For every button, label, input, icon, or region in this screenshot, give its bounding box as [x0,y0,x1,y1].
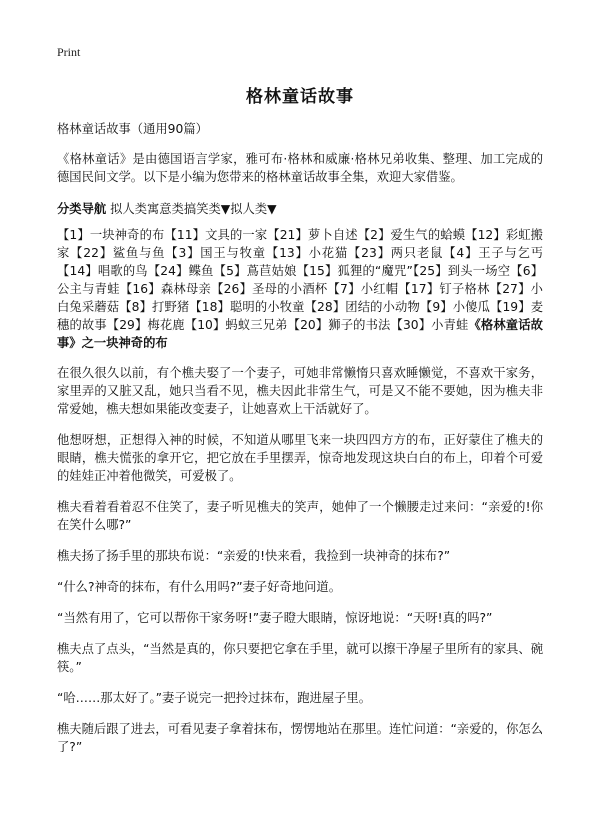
toc-link[interactable]: 【26】圣母的小酒杯 [211,282,328,296]
toc-link[interactable]: 【23】两只老鼠 [348,246,444,260]
toc-link[interactable]: 【21】萝卜自述 [267,228,358,242]
toc-link[interactable]: 【1】一块神奇的布 [57,228,165,242]
page-title: 格林童话故事 [246,87,354,107]
toc-link[interactable]: 【25】到头一场空 [412,264,511,278]
toc-link[interactable]: 【14】唱歌的鸟 [57,264,148,278]
story-paragraph: “什么?神奇的抹布，有什么用吗?”妻子好奇地问道。 [57,580,342,594]
toc-link[interactable]: 【15】狐狸的“魔咒” [296,264,413,278]
category-nav-links[interactable]: 拟人类寓意类搞笑类▼拟人类▼ [106,202,277,216]
toc-link[interactable]: 【22】鲨鱼与鱼 [70,246,166,260]
toc-link[interactable]: 【9】小傻瓜 [419,300,491,314]
toc-link[interactable]: 【8】打野猪 [119,300,190,314]
toc-link[interactable]: 【3】国王与牧童 [165,246,266,260]
toc-link[interactable]: 【2】爱生气的蛤蟆 [357,228,466,242]
toc-link[interactable]: 【13】小花猫 [265,246,349,260]
table-of-contents [57,226,543,352]
toc-link[interactable]: 【4】王子与乞丐 [443,246,544,260]
toc-link[interactable]: 【24】鲽鱼 [147,264,214,278]
story-paragraph: 樵夫看着看着忍不住笑了，妻子听见樵夫的笑声，她伸了一个懒腰走过来问：“亲爱的!你在笑什么哪?” [57,500,543,532]
toc-link[interactable]: 【12】彩虹搬家 [57,228,543,260]
toc-link[interactable]: 【17】钉子格林 [398,282,490,296]
toc-link[interactable]: 【6】公主与青蛙 [57,264,544,296]
toc-link[interactable]: 【18】聪明的小牧童 [189,300,305,314]
toc-link[interactable]: 【5】蔦苣姑娘 [213,264,297,278]
print-link[interactable]: Print [57,45,81,59]
toc-link[interactable]: 【16】森林母亲 [119,282,212,296]
story-paragraph: 他想呀想，正想得入神的时候，不知道从哪里飞来一块四四方方的布，正好蒙住了樵夫的眼睛，樵夫慌张的拿开它，把它放在手里摆弄，惊奇地发现这块白白的布上，印着个可爱的娃娃正冲着他微笑，可爱极了。 [57,433,543,483]
current-story-title: 《格林童话故事》之一块神奇的布 [57,318,543,350]
toc-link[interactable]: 【20】狮子的书法 [287,318,391,332]
intro-paragraph: 《格林童话》是由德国语言学家，雅可布·格林和威廉·格林兄弟收集、整理、加工完成的德国民间文学。以下是小编为您带来的格林童话故事全集，欢迎大家借鉴。 [57,152,543,184]
toc-link[interactable]: 【19】麦穗的故事 [57,300,543,332]
document-subtitle: 格林童话故事（通用90篇） [57,122,208,136]
story-paragraph: 樵夫扬了扬手里的那块布说：“亲爱的!快来看，我捡到一块神奇的抹布?” [57,549,451,563]
category-navigation [57,200,543,218]
toc-link[interactable]: 【7】小红帽 [327,282,399,296]
toc-link[interactable]: 【29】梅花鹿 [106,318,185,332]
story-paragraph: 樵夫随后跟了进去，可看见妻子拿着抹布，愣愣地站在那里。连忙问道：“亲爱的，你怎么了?” [57,722,543,754]
toc-link[interactable]: 【28】团结的小动物 [304,300,420,314]
toc-link[interactable]: 【11】文具的一家 [164,228,268,242]
story-paragraph: 在很久很久以前，有个樵夫娶了一个妻子，可她非常懒惰只喜欢睡懒觉，不喜欢干家务，家里弄的又脏又乱，她只当看不见，樵夫因此非常生气，可是又不能不要她，因为樵夫非常爱她，樵夫想如果能改变妻子，让她喜欢上干活就好了。 [57,366,543,416]
toc-link[interactable]: 【30】小青蛙 [390,318,469,332]
category-nav-label: 分类导航 [57,202,107,216]
toc-link[interactable]: 【10】蚂蚁三兄弟 [184,318,288,332]
story-paragraph: “当然有用了，它可以帮你干家务呀!”妻子瞪大眼睛，惊讶地说：“天呀!真的吗?” [57,611,493,625]
story-paragraph: “哈……那太好了。”妻子说完一把拎过抹布，跑进屋子里。 [57,691,372,705]
document-body [57,120,543,769]
story-paragraph: 樵夫点了点头，“当然是真的，你只要把它拿在手里，就可以擦干净屋子里所有的家具、碗筷。” [57,642,543,674]
story-text [57,364,543,756]
toc-link[interactable]: 【27】小白兔采蘑菇 [57,282,543,314]
